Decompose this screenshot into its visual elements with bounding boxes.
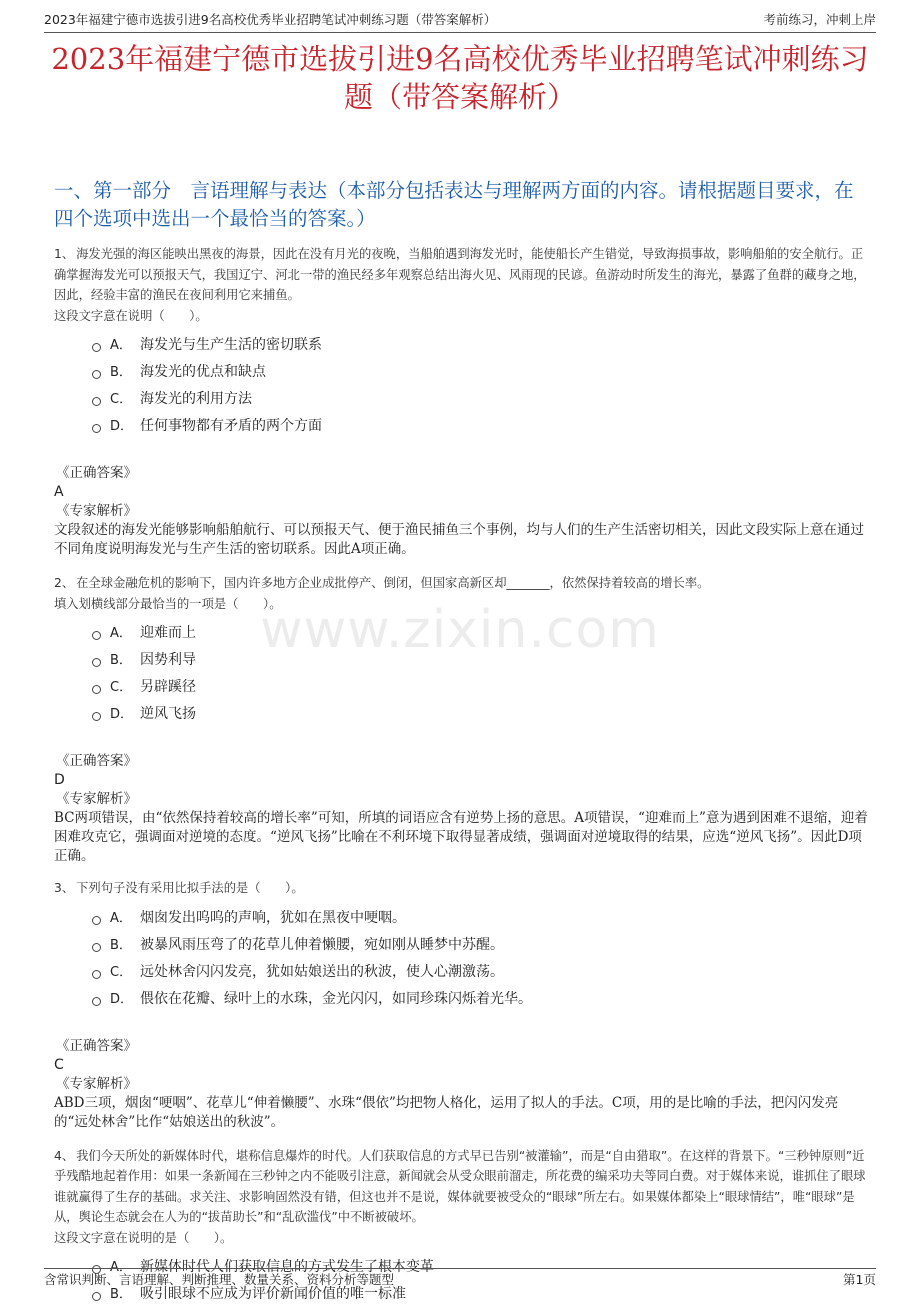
option-text: 海发光与生产生活的密切联系 <box>140 332 322 359</box>
option-b[interactable] <box>92 359 868 386</box>
question-text: 下列句子没有采用比拟手法的是（ ）。 <box>76 881 304 895</box>
option-list <box>92 620 868 728</box>
option-letter: B． <box>110 647 140 674</box>
radio-icon[interactable] <box>92 343 101 352</box>
correct-answer: A <box>54 483 868 502</box>
question-text: 在全球金融危机的影响下，国内许多地方企业成批停产、倒闭，但国家高新区却_______，依然保持着较高的增长率。 <box>76 576 709 590</box>
analysis-text: BC两项错误，由“依然保持着较高的增长率”可知，所填的词语应含有逆势上扬的意思。A项错误，“迎难而上”意为遇到困难不退缩，迎着困难攻克它，强调面对逆境的态度。“逆风飞扬”比喻在不利环境下取得显著成绩，强调面对逆境取得的结果，应选“逆风飞扬”。因此D项正确。 <box>54 809 868 866</box>
option-letter: B． <box>110 359 140 386</box>
option-text: 逆风飞扬 <box>140 701 196 728</box>
option-letter: A． <box>110 620 140 647</box>
answer-label: 《正确答案》 <box>56 464 868 483</box>
answer-block <box>54 464 868 559</box>
correct-answer: C <box>54 1056 868 1075</box>
option-d[interactable] <box>92 701 868 728</box>
radio-icon[interactable] <box>92 1292 101 1301</box>
question-list <box>54 244 868 1308</box>
page-number: 第1页 <box>843 1269 876 1291</box>
radio-icon[interactable] <box>92 943 101 952</box>
question-stem <box>54 244 868 306</box>
option-letter: A． <box>110 905 140 932</box>
option-letter: C． <box>110 674 140 701</box>
option-b[interactable] <box>92 647 868 674</box>
option-c[interactable] <box>92 386 868 413</box>
option-text: 吸引眼球不应成为评价新闻价值的唯一标准 <box>140 1281 406 1308</box>
section-heading: 一、第一部分 言语理解与表达（本部分包括表达与理解两方面的内容。请根据题目要求，在四个选项中选出一个最恰当的答案。） <box>54 177 870 233</box>
question-prompt: 这段文字意在说明（ ）。 <box>54 306 868 327</box>
question-text: 海发光强的海区能映出黑夜的海景，因此在没有月光的夜晚，当船舶遇到海发光时，能使船长产生错觉，导致海损事故，影响船舶的安全航行。正确掌握海发光可以预报天气，我国辽宁、河北一带的渔民经多年观察总结出海火见、风雨现的民谚。鱼游动时所发生的海光，暴露了鱼群的藏身之地，因此，经验丰富的渔民在夜间利用它来捕鱼。 <box>54 247 866 302</box>
option-c[interactable] <box>92 959 868 986</box>
option-a[interactable] <box>92 332 868 359</box>
radio-icon[interactable] <box>92 397 101 406</box>
option-letter: C． <box>110 959 140 986</box>
option-letter: B． <box>110 932 140 959</box>
question-prompt: 填入划横线部分最恰当的一项是（ ）。 <box>54 594 868 615</box>
question-prompt: 这段文字意在说明的是（ ）。 <box>54 1228 868 1249</box>
option-d[interactable] <box>92 986 868 1013</box>
option-text: 被暴风雨压弯了的花草儿伸着懒腰，宛如刚从睡梦中苏醒。 <box>140 932 504 959</box>
option-letter: D． <box>110 701 140 728</box>
option-text: 烟囱发出呜呜的声响，犹如在黑夜中哽咽。 <box>140 905 406 932</box>
question-stem <box>54 573 868 594</box>
analysis-text: 文段叙述的海发光能够影响船舶航行、可以预报天气、便于渔民捕鱼三个事例，均与人们的生产生活密切相关，因此文段实际上意在通过不同角度说明海发光与生产生活的密切联系。因此A项正确。 <box>54 521 868 559</box>
page-header <box>44 10 876 33</box>
watermark: www.zixin.com <box>0 600 920 660</box>
option-text: 任何事物都有矛盾的两个方面 <box>140 413 322 440</box>
option-a[interactable] <box>92 905 868 932</box>
radio-icon[interactable] <box>92 997 101 1006</box>
option-letter: D． <box>110 986 140 1013</box>
radio-icon[interactable] <box>92 685 101 694</box>
answer-label: 《正确答案》 <box>56 1037 868 1056</box>
answer-label: 《正确答案》 <box>56 752 868 771</box>
footer-question-types: 含常识判断、言语理解、判断推理、数量关系、资料分析等题型 <box>44 1269 394 1291</box>
header-slogan: 考前练习，冲刺上岸 <box>763 10 876 30</box>
option-letter: D． <box>110 413 140 440</box>
answer-block <box>54 1037 868 1132</box>
question-number: 1、 <box>54 247 74 261</box>
option-b[interactable] <box>92 932 868 959</box>
option-text: 新媒体时代人们获取信息的方式发生了根本变革 <box>140 1254 434 1281</box>
answer-block <box>54 752 868 866</box>
option-letter: A． <box>110 332 140 359</box>
question-text: 我们今天所处的新媒体时代，堪称信息爆炸的时代。人们获取信息的方式早已告别“被灌输”，而是“自由猎取”。在这样的背景下。“三秒钟原则”近乎残酷地起着作用：如果一条新闻在三秒钟之内不能吸引注意，新闻就会从受众眼前溜走，所花费的编采功夫等同白费。对于媒体来说，谁抓住了眼球谁就赢得了生存的基础。求关注、求影响固然没有错，但这也并不是说，媒体就要被受众的“眼球”所左右。如果媒体都染上“眼球情结”，唯“眼球”是从，舆论生态就会在人为的“拔苗助长”和“乱砍滥伐”中不断被破坏。 <box>54 1149 866 1225</box>
question-stem <box>54 878 868 899</box>
option-text: 因势利导 <box>140 647 196 674</box>
header-title: 2023年福建宁德市选拔引进9名高校优秀毕业招聘笔试冲刺练习题（带答案解析） <box>44 10 496 30</box>
analysis-text: ABD三项，烟囱“哽咽”、花草儿“伸着懒腰”、水珠“偎依”均把物人格化，运用了拟人的手法。C项，用的是比喻的手法，把闪闪发亮的“远处林舍”比作“姑娘送出的秋波”。 <box>54 1094 868 1132</box>
option-a[interactable] <box>92 620 868 647</box>
question-3 <box>54 878 868 1132</box>
radio-icon[interactable] <box>92 424 101 433</box>
radio-icon[interactable] <box>92 970 101 979</box>
option-text: 远处林舍闪闪发亮，犹如姑娘送出的秋波，使人心潮激荡。 <box>140 959 504 986</box>
radio-icon[interactable] <box>92 370 101 379</box>
page-footer <box>44 1268 876 1291</box>
analysis-label: 《专家解析》 <box>56 502 868 521</box>
option-c[interactable] <box>92 674 868 701</box>
question-number: 4、 <box>54 1149 74 1163</box>
analysis-label: 《专家解析》 <box>56 790 868 809</box>
option-text: 另辟蹊径 <box>140 674 196 701</box>
radio-icon[interactable] <box>92 658 101 667</box>
question-1 <box>54 244 868 559</box>
option-text: 偎依在花瓣、绿叶上的水珠，金光闪闪，如同珍珠闪烁着光华。 <box>140 986 532 1013</box>
option-letter: B． <box>110 1281 140 1308</box>
question-stem <box>54 1146 868 1228</box>
radio-icon[interactable] <box>92 631 101 640</box>
option-letter: C． <box>110 386 140 413</box>
question-2 <box>54 573 868 866</box>
question-number: 3、 <box>54 881 74 895</box>
document-title: 2023年福建宁德市选拔引进9名高校优秀毕业招聘笔试冲刺练习题（带答案解析） <box>44 40 876 116</box>
correct-answer: D <box>54 771 868 790</box>
question-number: 2、 <box>54 576 74 590</box>
option-d[interactable] <box>92 413 868 440</box>
option-text: 迎难而上 <box>140 620 196 647</box>
analysis-label: 《专家解析》 <box>56 1075 868 1094</box>
option-letter: A． <box>110 1254 140 1281</box>
option-list <box>92 332 868 440</box>
option-list <box>92 905 868 1013</box>
radio-icon[interactable] <box>92 712 101 721</box>
option-text: 海发光的优点和缺点 <box>140 359 266 386</box>
option-text: 海发光的利用方法 <box>140 386 252 413</box>
radio-icon[interactable] <box>92 916 101 925</box>
